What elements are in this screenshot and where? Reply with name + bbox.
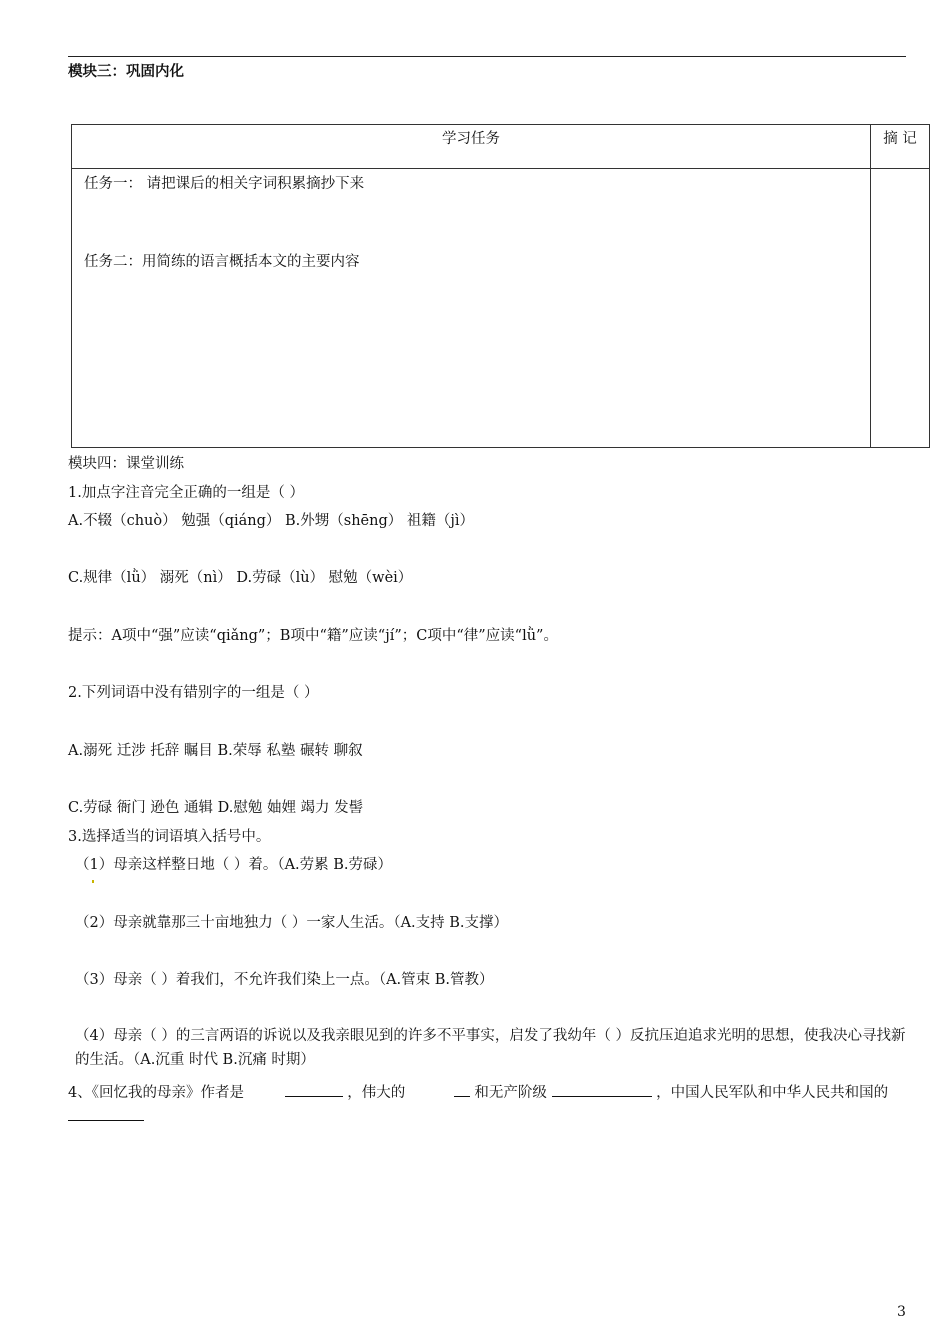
header-rule [68,56,906,57]
q4-blank-founder[interactable] [68,1106,144,1121]
q1-options-ab: A.不辍（chuò） 勉强（qiáng） B.外甥（shēng） 祖籍（jì） [68,513,474,529]
q1-hint: 提示：A项中“强”应读“qiǎng”；B项中“籍”应读“jí”；C项中“律”应读“lǜ”。 [68,628,558,644]
q4-sentence [68,1081,908,1129]
q4-blank-proletarian[interactable] [552,1082,652,1097]
module3-heading: 模块三：巩固内化 [68,63,184,80]
q1-stem: 1.加点字注音完全正确的一组是（ ） [68,485,304,501]
q4-part-2: ，伟大的 [347,1085,406,1101]
q2-options-cd: C.劳碌 衙门 逊色 通辑 D.慰勉 妯娌 竭力 发髻 [68,800,364,816]
col-header-task: 学习任务 [442,131,500,147]
q4-blank-great[interactable] [454,1082,470,1097]
q3-stem: 3.选择适当的词语填入括号中。 [68,829,271,845]
stray-mark [92,880,94,883]
table-column-divider [870,125,871,447]
module4-heading: 模块四：课堂训练 [68,456,184,472]
page-number: 3 [897,1304,906,1320]
col-header-note: 摘 记 [883,131,917,147]
q3-item-2: （2）母亲就靠那三十亩地独力（ ）一家人生活。（A.支持 B.支撑） [75,915,509,931]
q4-blank-author[interactable] [285,1082,343,1097]
q3-item-1: （1）母亲这样整日地（ ）着。（A.劳累 B.劳碌） [75,857,393,873]
study-task-table [71,124,930,448]
task-one: 任务一： 请把课后的相关字词积累摘抄下来 [84,176,365,192]
q4-part-3: 和无产阶级 [474,1085,547,1101]
q1-options-cd: C.规律（lǜ） 溺死（nì） D.劳碌（lù） 慰勉（wèi） [68,570,413,586]
q4-part-4: ，中国人民军队和中华人民共和国的 [656,1085,889,1101]
q3-item-4: （4）母亲（ ）的三言两语的诉说以及我亲眼见到的许多不平事实，启发了我幼年（ ）反抗压迫追求光明的思想，使我决心寻找新的生活。（A.沉重 时代 B.沉痛 时期） [75,1028,906,1068]
task-two: 任务二：用简练的语言概括本文的主要内容 [84,254,360,270]
table-header-divider [72,168,929,169]
q2-options-ab: A.溺死 迁涉 托辞 瞩目 B.荣辱 私塾 碾转 聊叙 [68,743,363,759]
q2-stem: 2.下列词语中没有错别字的一组是（ ） [68,685,319,701]
q3-item-3: （3）母亲（ ）着我们，不允许我们染上一点。（A.管束 B.管教） [75,972,494,988]
q4-part-1: 4、《回忆我的母亲》作者是 [68,1085,244,1101]
